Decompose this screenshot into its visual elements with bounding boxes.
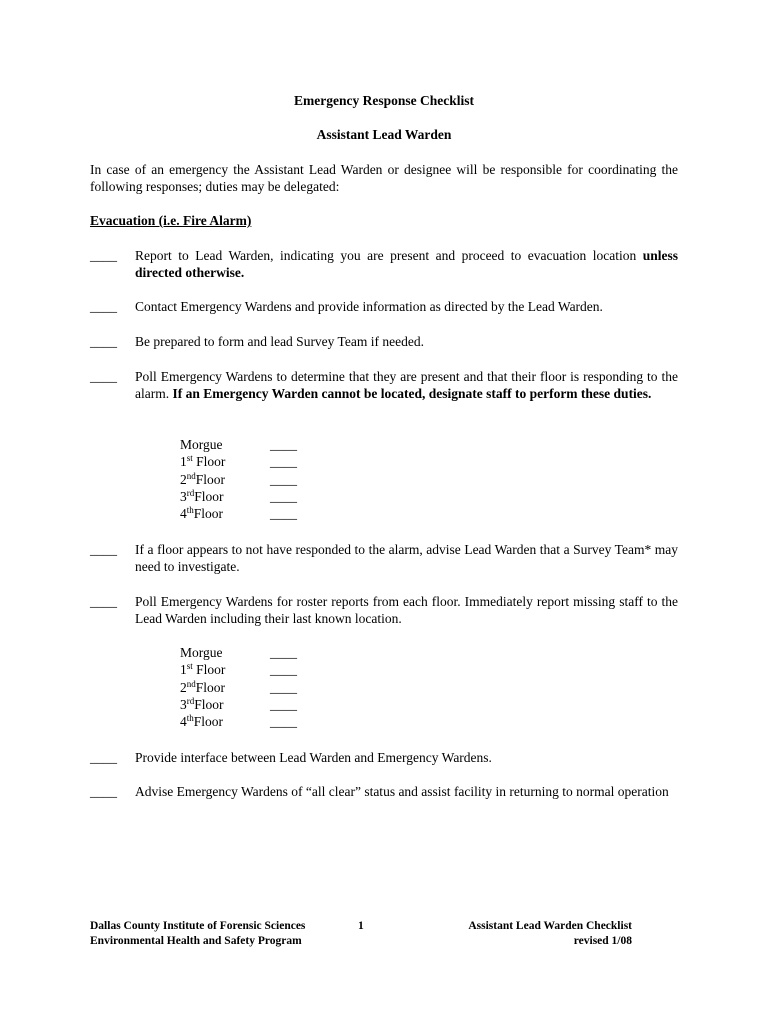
document-subtitle: Assistant Lead Warden — [316, 127, 452, 142]
footer-doc-line2: revised 1/08 — [573, 935, 632, 947]
floor-label: 2ndFloor — [180, 470, 226, 487]
checkbox-blank[interactable]: ____ — [90, 248, 117, 263]
checkbox-blank[interactable]: ____ — [90, 369, 117, 384]
checkbox-blank[interactable]: ____ — [90, 542, 117, 557]
floor-row — [180, 436, 340, 453]
checkbox-blank[interactable]: ____ — [90, 334, 117, 349]
floor-row — [180, 505, 340, 522]
floor-checkbox-blank[interactable]: ____ — [270, 714, 297, 730]
footer-organization — [90, 919, 305, 949]
checklist-item-text: Be prepared to form and lead Survey Team if needed. — [135, 334, 424, 349]
floor-label: 3rdFloor — [180, 487, 224, 504]
checkbox-blank[interactable]: ____ — [90, 750, 117, 765]
checklist-item-text: Poll Emergency Wardens for roster reports from each floor. Immediately report missing staff to the Lead Warden including their last known location. — [135, 594, 678, 626]
floor-label: 3rdFloor — [180, 695, 224, 712]
floor-row — [180, 488, 340, 505]
document-title: Emergency Response Checklist — [294, 93, 474, 108]
intro-paragraph: In case of an emergency the Assistant Lead Warden or designee will be responsible for coordinating the following responses; duties may be delegated: — [90, 162, 678, 194]
floor-checkbox-blank[interactable]: ____ — [270, 679, 297, 695]
checkbox-blank[interactable]: ____ — [90, 784, 117, 799]
floor-checkbox-blank[interactable]: ____ — [270, 471, 297, 487]
floor-label: Morgue — [180, 645, 223, 660]
floor-checkbox-blank[interactable]: ____ — [270, 488, 297, 504]
floor-row — [180, 453, 340, 470]
floor-row — [180, 471, 340, 488]
section-heading: Evacuation (i.e. Fire Alarm) — [90, 213, 252, 228]
footer-org-line1: Dallas County Institute of Forensic Sciences — [90, 920, 306, 932]
checkbox-blank[interactable]: ____ — [90, 594, 117, 609]
checklist-item-text: Poll Emergency Wardens to determine that they are present and that their floor is responding to the alarm. If an Emergency Warden cannot be located, designate staff to perform these duties. — [135, 369, 678, 401]
checklist-item-text: Provide interface between Lead Warden and Emergency Wardens. — [135, 750, 492, 765]
floor-checkbox-blank[interactable]: ____ — [270, 662, 297, 678]
floor-checkbox-blank[interactable]: ____ — [270, 696, 297, 712]
floor-label: Morgue — [180, 437, 223, 452]
floor-row — [180, 661, 340, 678]
footer-page-number: 1 — [358, 920, 364, 932]
floor-checklist — [180, 644, 340, 730]
floor-row — [180, 644, 340, 661]
floor-label: 1st Floor — [180, 453, 226, 470]
floor-label: 1st Floor — [180, 661, 226, 678]
footer-org-line2: Environmental Health and Safety Program — [90, 935, 302, 947]
footer-document-info — [420, 919, 632, 949]
footer-doc-line1: Assistant Lead Warden Checklist — [468, 920, 632, 932]
floor-row — [180, 713, 340, 730]
document-page — [90, 0, 678, 1024]
floor-checkbox-blank[interactable]: ____ — [270, 506, 297, 522]
floor-row — [180, 679, 340, 696]
floor-checkbox-blank[interactable]: ____ — [270, 437, 297, 452]
floor-checkbox-blank[interactable]: ____ — [270, 454, 297, 470]
checklist-item-text: Report to Lead Warden, indicating you are present and proceed to evacuation location unless directed otherwise. — [135, 248, 678, 280]
checklist-item-text: Contact Emergency Wardens and provide information as directed by the Lead Warden. — [135, 299, 603, 314]
checklist-item-text: Advise Emergency Wardens of “all clear” status and assist facility in returning to normal operation — [135, 784, 669, 799]
floor-checklist — [180, 436, 340, 522]
floor-label: 2ndFloor — [180, 678, 226, 695]
checklist-item-text: If a floor appears to not have responded to the alarm, advise Lead Warden that a Survey Team* may need to investigate. — [135, 542, 678, 574]
floor-checkbox-blank[interactable]: ____ — [270, 645, 297, 660]
checkbox-blank[interactable]: ____ — [90, 299, 117, 314]
floor-label: 4thFloor — [180, 713, 224, 730]
floor-label: 4thFloor — [180, 505, 224, 522]
floor-row — [180, 696, 340, 713]
